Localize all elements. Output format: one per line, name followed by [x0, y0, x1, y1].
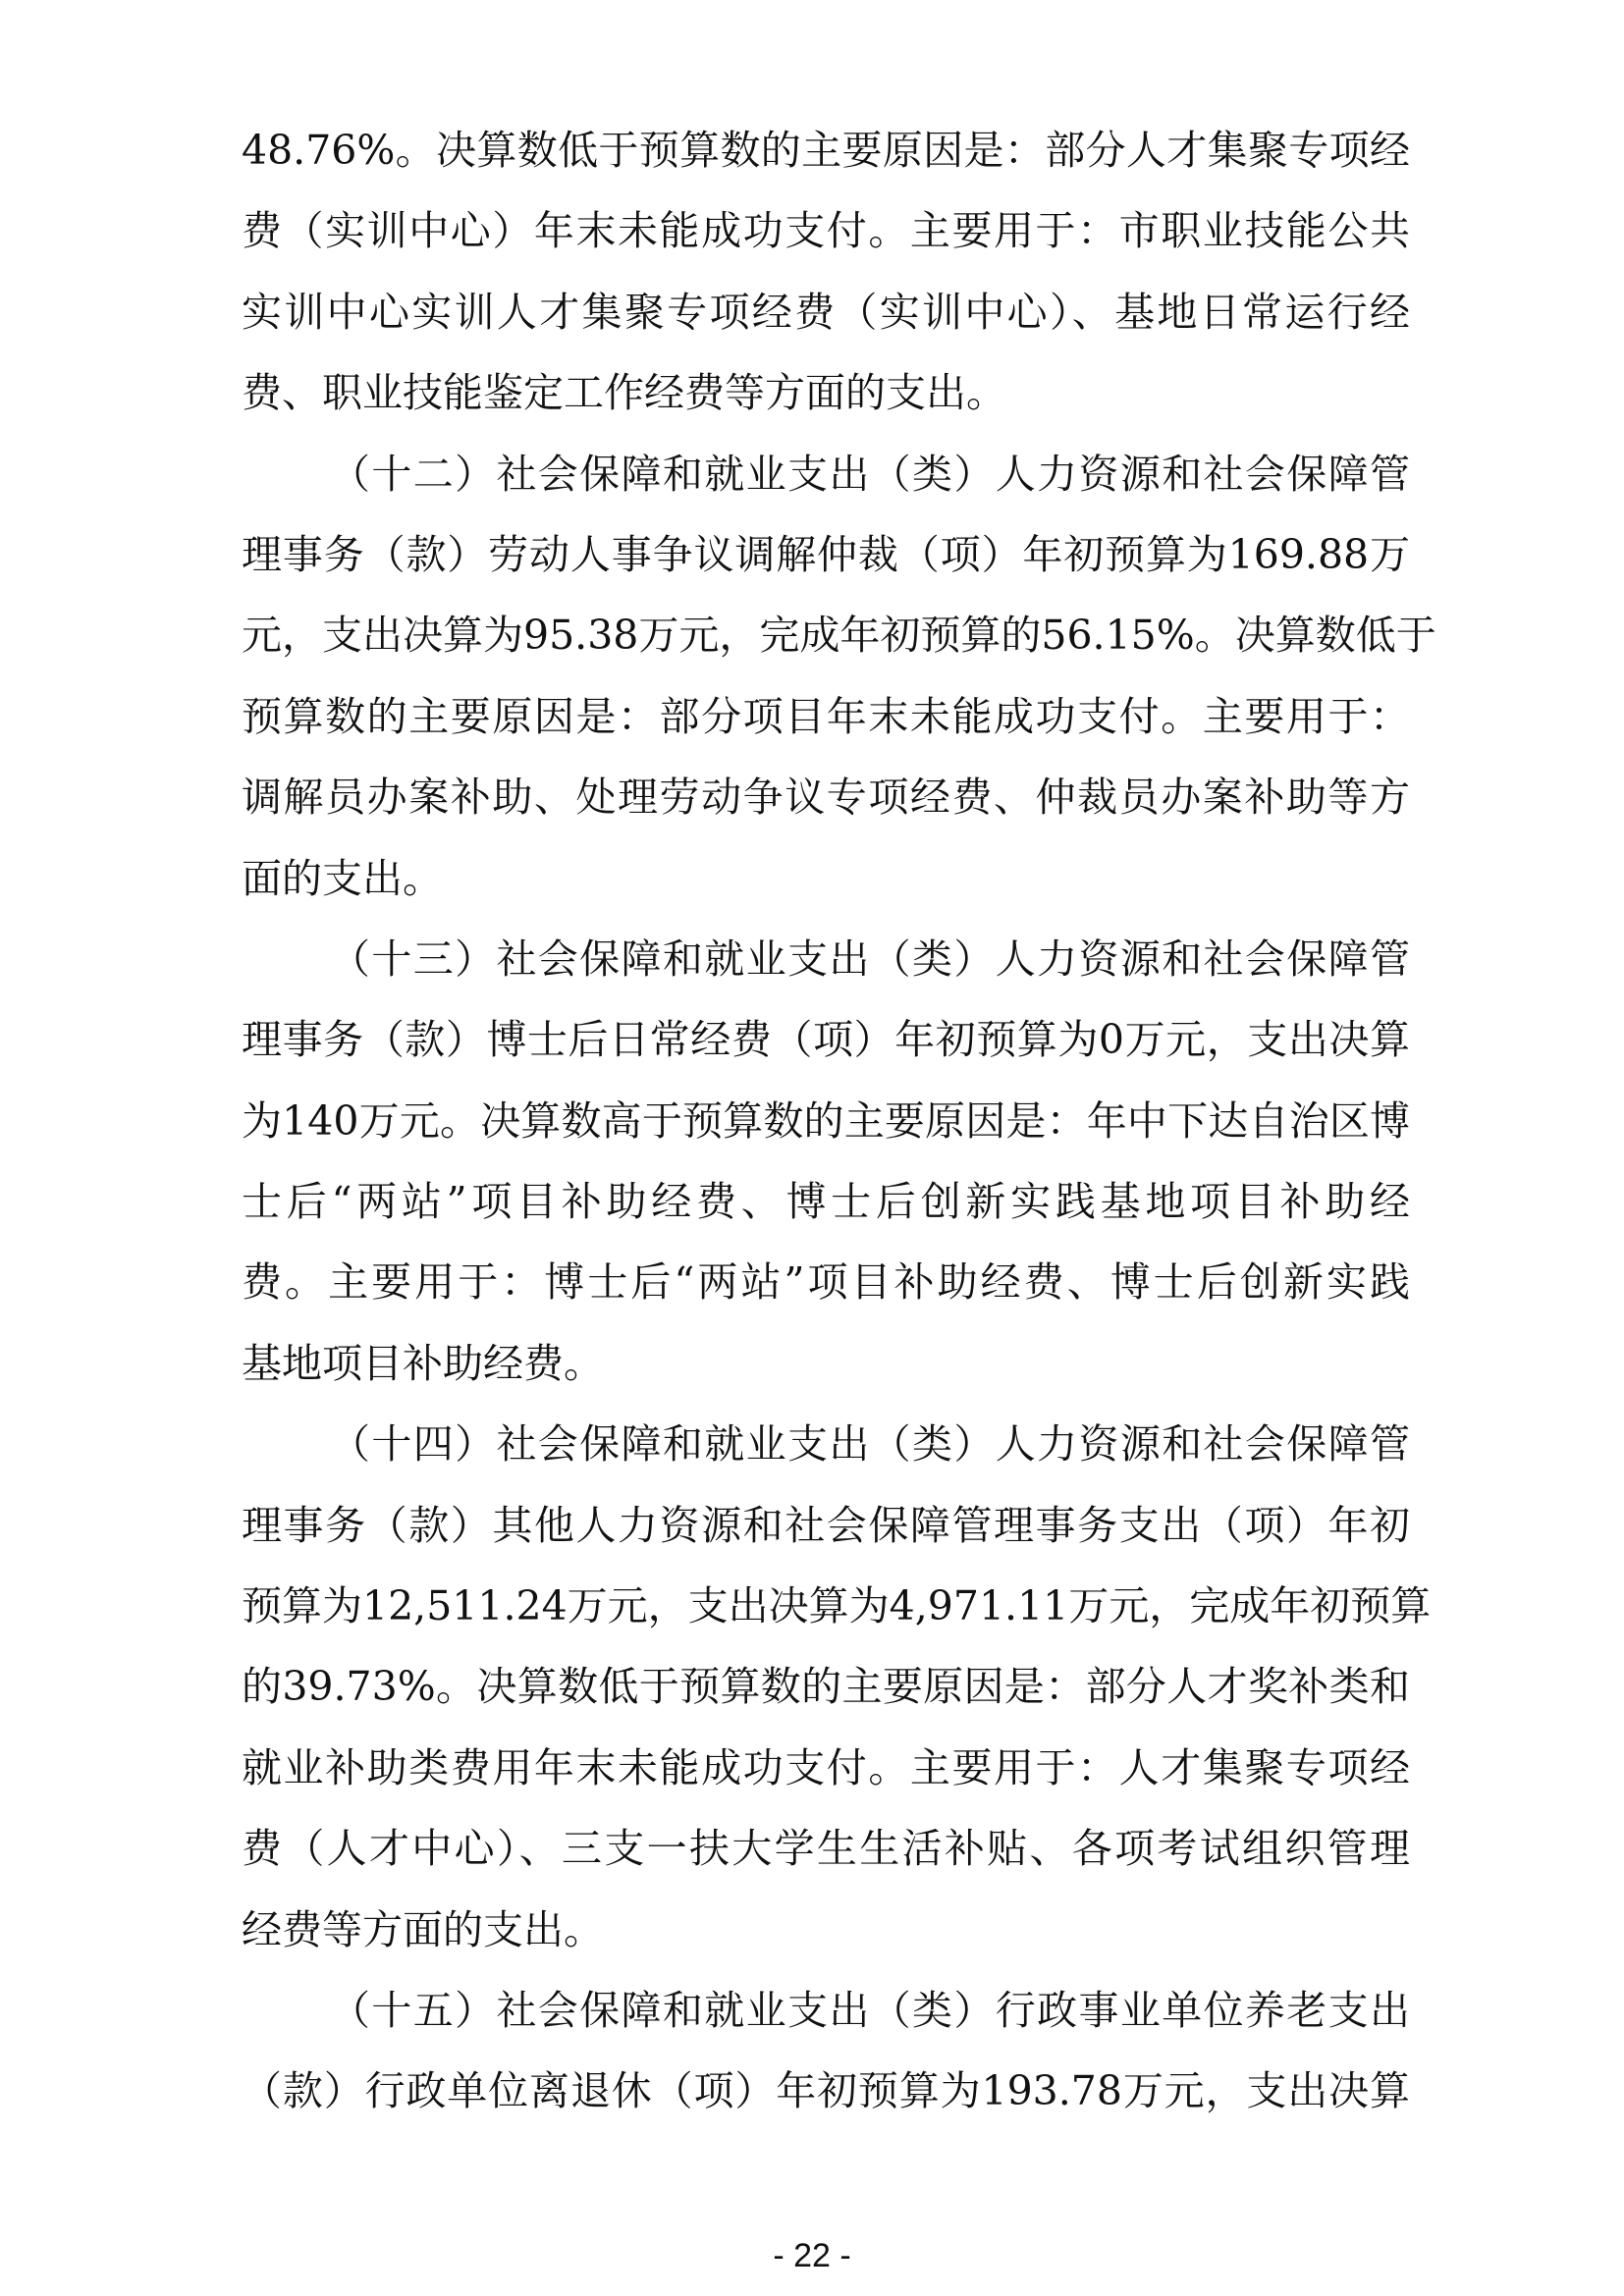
paragraph-item-13	[242, 919, 1410, 1404]
text-line: 士后“两站”项目补助经费、博士后创新实践基地项目补助经	[242, 1178, 1410, 1226]
text-line: 的39.73%。决算数低于预算数的主要原因是：部分人才奖补类和	[242, 1663, 1410, 1711]
page-number: - 22 -	[773, 2237, 851, 2274]
text-line: 理事务（款）博士后日常经费（项）年初预算为0万元，支出决算	[242, 1016, 1410, 1064]
text-line: 理事务（款）其他人力资源和社会保障管理事务支出（项）年初	[242, 1501, 1410, 1549]
text-line: 48.76%。决算数低于预算数的主要原因是：部分人才集聚专项经	[242, 127, 1410, 174]
text-line: （十二）社会保障和就业支出（类）人力资源和社会保障管	[330, 450, 1410, 498]
text-line: 就业补助类费用年末未能成功支付。主要用于：人才集聚专项经	[242, 1743, 1410, 1791]
text-line: 费（人才中心）、三支一扶大学生生活补贴、各项考试组织管理	[242, 1825, 1410, 1873]
text-line: 面的支出。	[242, 854, 443, 902]
text-line: 为140万元。决算数高于预算数的主要原因是：年中下达自治区博	[242, 1096, 1410, 1145]
text-line: （十四）社会保障和就业支出（类）人力资源和社会保障管	[330, 1420, 1410, 1468]
text-line: 费、职业技能鉴定工作经费等方面的支出。	[242, 369, 1006, 417]
text-line: 基地项目补助经费。	[242, 1339, 604, 1387]
text-line: 费（实训中心）年末未能成功支付。主要用于：市职业技能公共	[242, 207, 1410, 255]
paragraph-item-14	[242, 1404, 1432, 1970]
text-line: 实训中心实训人才集聚专项经费（实训中心）、基地日常运行经	[242, 288, 1410, 336]
text-line: 经费等方面的支出。	[242, 1905, 604, 1953]
text-line: 元，支出决算为95.38万元，完成年初预算的56.15%。决算数低于	[242, 612, 1436, 660]
text-line: （十五）社会保障和就业支出（类）行政事业单位养老支出	[330, 1986, 1410, 2034]
page-body	[242, 110, 1436, 2132]
text-line: 理事务（款）劳动人事争议调解仲裁（项）年初预算为169.88万	[242, 530, 1410, 578]
text-line: 调解员办案补助、处理劳动争议专项经费、仲裁员办案补助等方	[242, 774, 1410, 822]
text-line: 预算数的主要原因是：部分项目年末未能成功支付。主要用于：	[242, 692, 1410, 740]
paragraph-item-12	[242, 434, 1436, 919]
text-line: （十三）社会保障和就业支出（类）人力资源和社会保障管	[330, 934, 1410, 983]
paragraph-item-15	[242, 1970, 1410, 2132]
text-line: 费。主要用于：博士后“两站”项目补助经费、博士后创新实践	[242, 1258, 1410, 1307]
text-line: 预算为12,511.24万元，支出决算为4,971.11万元，完成年初预算	[242, 1582, 1432, 1630]
text-line: （款）行政单位离退休（项）年初预算为193.78万元，支出决算	[242, 2067, 1410, 2115]
paragraph-continuation	[242, 110, 1410, 434]
